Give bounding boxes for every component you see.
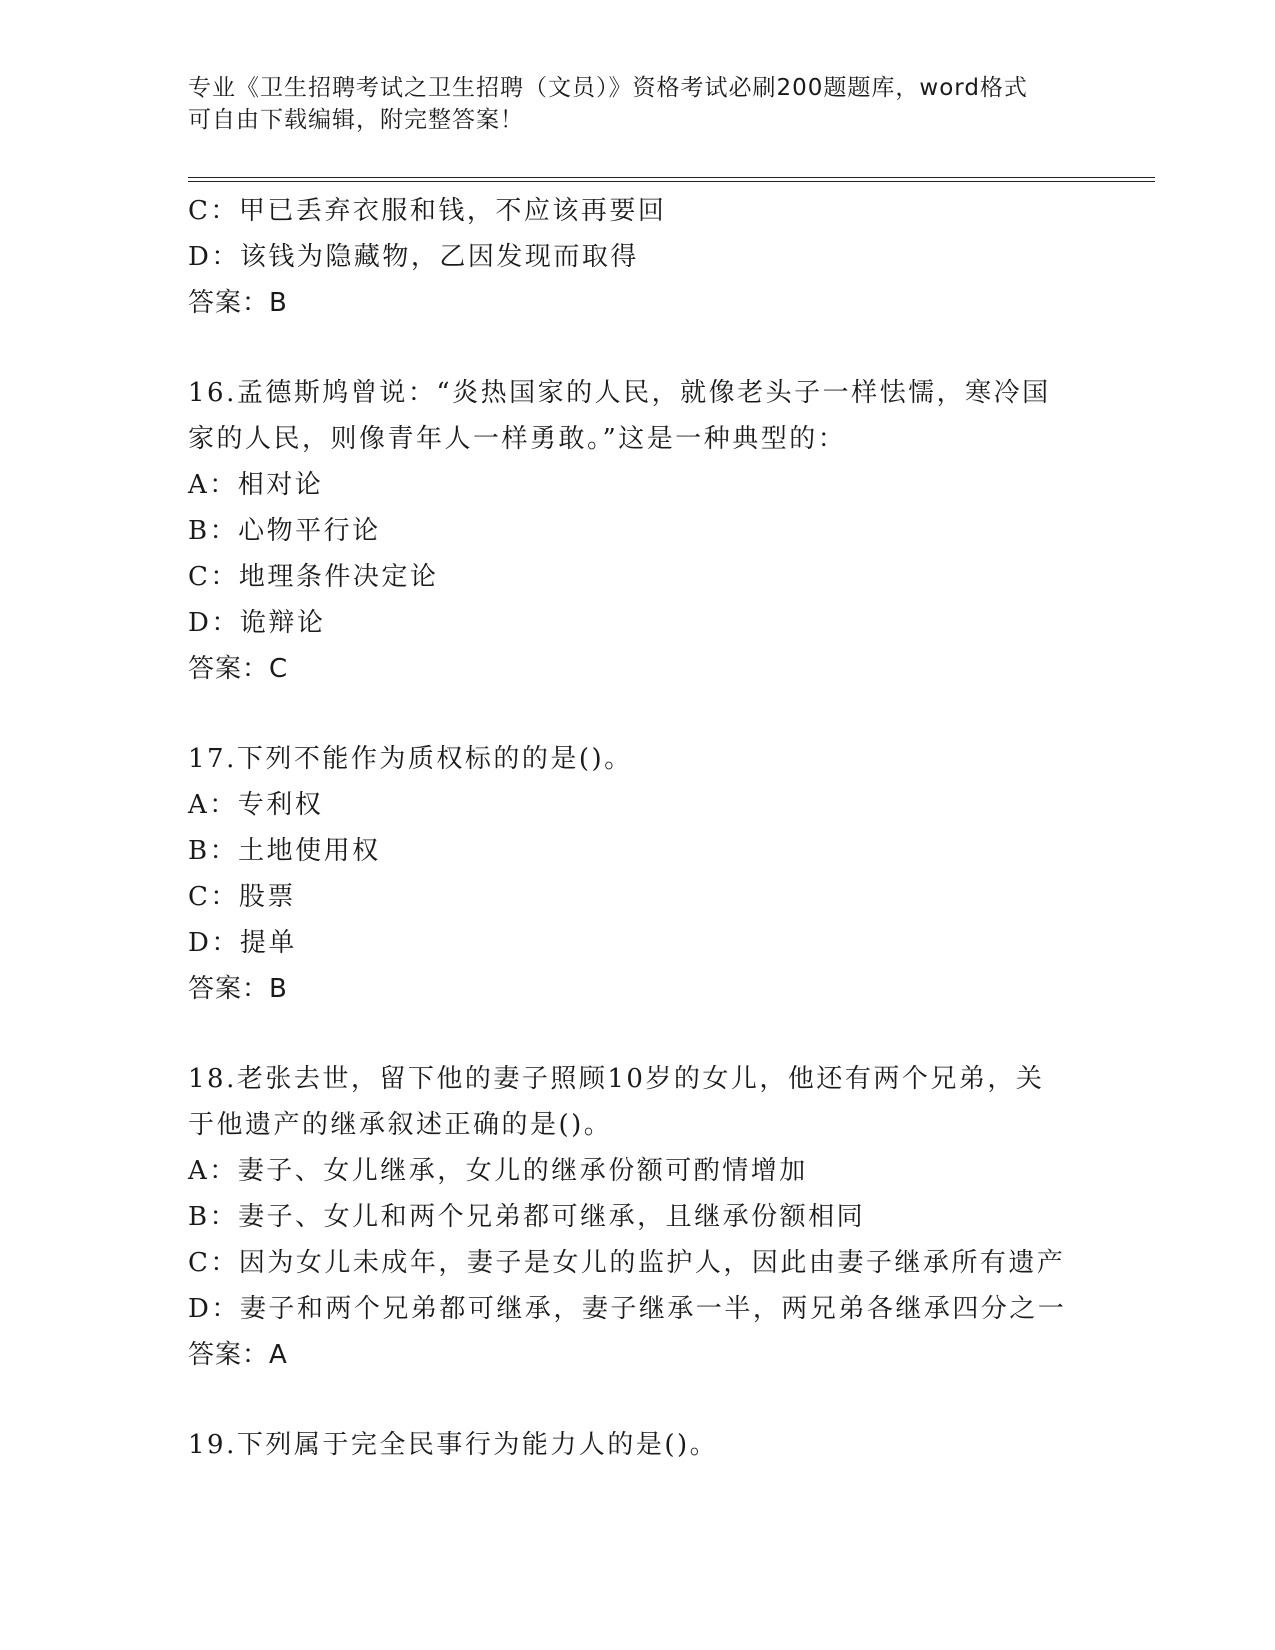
option-d: D：提单 bbox=[188, 928, 297, 958]
option-c: C：地理条件决定论 bbox=[188, 562, 439, 592]
question-text-line: 于他遗产的继承叙述正确的是()。 bbox=[188, 1110, 613, 1140]
answer: 答案：A bbox=[188, 1340, 288, 1370]
spacer bbox=[188, 1012, 1088, 1056]
option-b: B：心物平行论 bbox=[188, 516, 381, 546]
option-b: B：妻子、女儿和两个兄弟都可继承，且继承份额相同 bbox=[188, 1202, 866, 1232]
spacer bbox=[188, 692, 1088, 736]
question-text-line: 19.下列属于完全民事行为能力人的是()。 bbox=[188, 1430, 719, 1460]
question-17 bbox=[188, 736, 1088, 1012]
question-16 bbox=[188, 370, 1088, 692]
header-line-1: 专业《卫生招聘考试之卫生招聘（文员）》资格考试必刷200题题库，word格式 bbox=[188, 75, 1028, 101]
question-text-line: 17.下列不能作为质权标的的是()。 bbox=[188, 744, 633, 774]
header-double-rule bbox=[188, 177, 1155, 182]
option-c: C：甲已丢弃衣服和钱，不应该再要回 bbox=[188, 196, 667, 226]
option-a: A：专利权 bbox=[188, 790, 324, 820]
spacer bbox=[188, 326, 1088, 370]
option-c: C：因为女儿未成年，妻子是女儿的监护人，因此由妻子继承所有遗产 bbox=[188, 1248, 1066, 1278]
option-a: A：相对论 bbox=[188, 470, 324, 500]
header-line-2: 可自由下载编辑，附完整答案！ bbox=[188, 107, 524, 133]
question-text-line: 家的人民，则像青年人一样勇敢。”这是一种典型的： bbox=[188, 424, 847, 454]
answer: 答案：B bbox=[188, 288, 288, 318]
question-text-line: 16.孟德斯鸠曾说：“炎热国家的人民，就像老头子一样怯懦，寒冷国 bbox=[188, 378, 1051, 408]
question-19 bbox=[188, 1422, 1088, 1468]
document-header bbox=[188, 72, 1088, 136]
option-a: A：妻子、女儿继承，女儿的继承份额可酌情增加 bbox=[188, 1156, 808, 1186]
answer: 答案：C bbox=[188, 654, 289, 684]
partial-question bbox=[188, 188, 1088, 326]
question-18 bbox=[188, 1056, 1088, 1378]
spacer bbox=[188, 1378, 1088, 1422]
option-c: C：股票 bbox=[188, 882, 296, 912]
option-d: D：该钱为隐藏物，乙因发现而取得 bbox=[188, 242, 639, 272]
answer: 答案：B bbox=[188, 974, 288, 1004]
option-d: D：妻子和两个兄弟都可继承，妻子继承一半，两兄弟各继承四分之一 bbox=[188, 1294, 1067, 1324]
option-d: D：诡辩论 bbox=[188, 608, 326, 638]
option-b: B：土地使用权 bbox=[188, 836, 381, 866]
question-text-line: 18.老张去世，留下他的妻子照顾10岁的女儿，他还有两个兄弟，关 bbox=[188, 1064, 1045, 1094]
question-content bbox=[188, 188, 1088, 1468]
